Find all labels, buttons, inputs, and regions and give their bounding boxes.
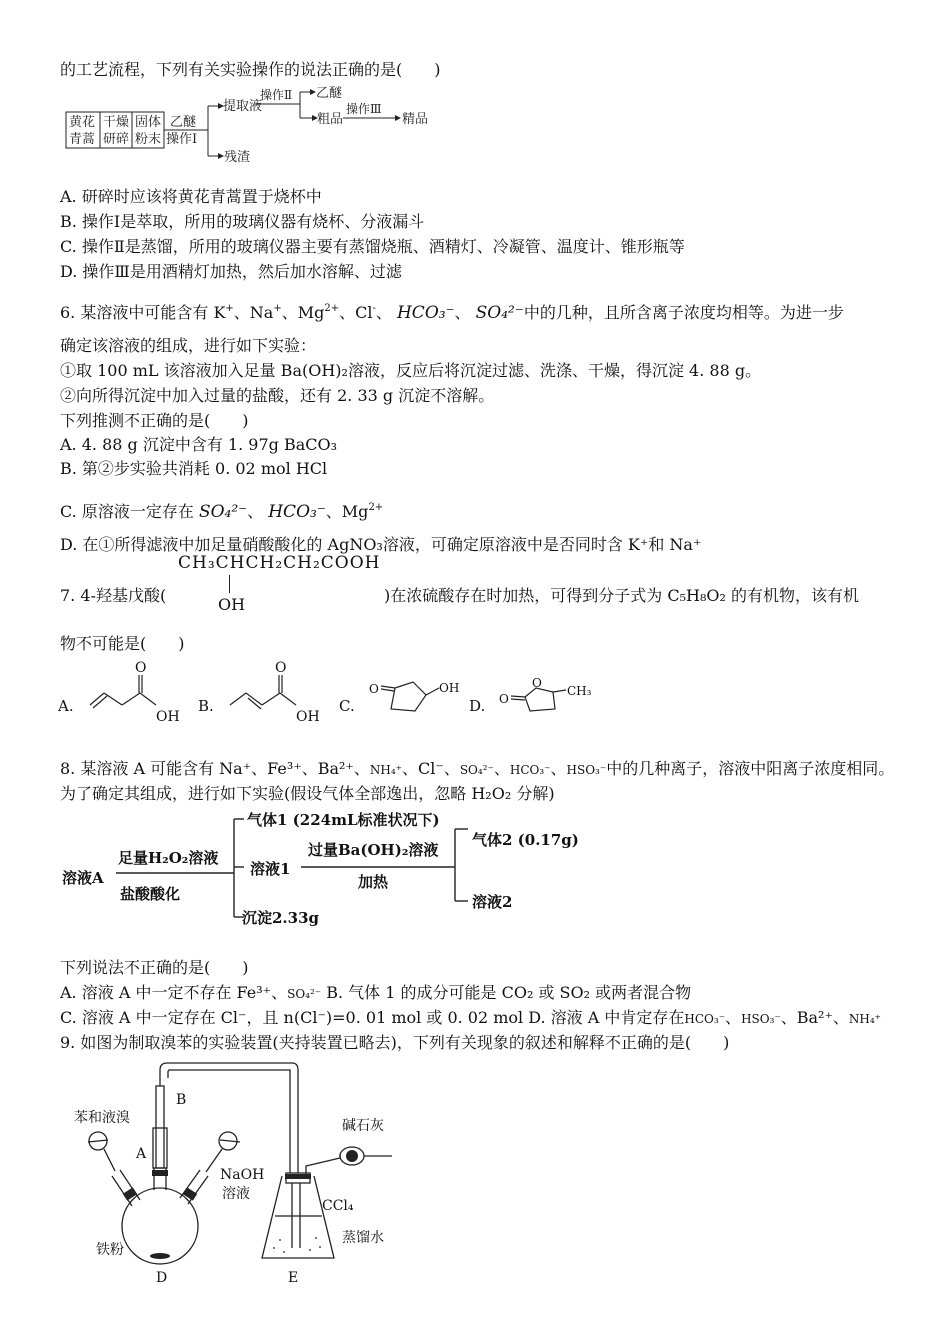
flow-fine: 精品 bbox=[402, 112, 429, 127]
q7-stem-post: )在浓硫酸存在时加热，可得到分子式为 C₅H₈O₂ 的有机物，该有机 bbox=[384, 586, 859, 605]
flow-box1-bottom: 青蒿 bbox=[69, 132, 96, 147]
q7-c-o: O bbox=[369, 682, 379, 696]
q7-label-d: D. bbox=[469, 697, 486, 715]
q7-formula-bond bbox=[229, 575, 230, 593]
flow-box3-top: 固体 bbox=[135, 115, 162, 130]
q7-label-b: B. bbox=[198, 697, 214, 715]
label-water: 蒸馏水 bbox=[342, 1230, 384, 1246]
q8-option-ab: A. 溶液 A 中一定不存在 Fe³⁺、SO₄²⁻ B. 气体 1 的成分可能是 CO₂ 或 SO₂ 或两者混合物 bbox=[60, 983, 692, 1002]
q7-b-oh: OH bbox=[296, 709, 320, 725]
q7-a-o: O bbox=[135, 660, 147, 676]
q8-sol-a: 溶液A bbox=[62, 869, 104, 887]
q7-b-o: O bbox=[275, 660, 287, 676]
q9-stem: 9. 如图为制取溴苯的实验装置(夹持装置已略去)，下列有关现象的叙述和解释不正确的是( ) bbox=[60, 1033, 730, 1052]
label-naoh2: 溶液 bbox=[222, 1186, 250, 1202]
q7-label-a: A. bbox=[58, 697, 74, 715]
flow-crude: 粗品 bbox=[317, 112, 344, 127]
q7-a-oh: OH bbox=[156, 709, 180, 725]
q5-option-d: D. 操作Ⅲ是用酒精灯加热，然后加水溶解、过滤 bbox=[60, 262, 402, 281]
q7-formula: CH₃CHCH₂CH₂COOH bbox=[178, 553, 381, 573]
so4-ion: SO₄²⁻ bbox=[475, 303, 524, 323]
q8-gas2: 气体2 (0.17g) bbox=[472, 831, 579, 849]
process-flow-diagram bbox=[60, 86, 440, 166]
q6-exp1: ①取 100 mL 该溶液加入足量 Ba(OH)₂溶液，反应后将沉淀过滤、洗涤、干燥，得沉淀 4. 88 g。 bbox=[60, 361, 762, 380]
q5-intro: 的工艺流程，下列有关实验操作的说法正确的是( ) bbox=[60, 60, 441, 79]
q8-reagent-bottom: 盐酸酸化 bbox=[120, 885, 181, 903]
q8-flow-diagram bbox=[58, 805, 658, 935]
q6-line2: 确定该溶液的组成，进行如下实验： bbox=[60, 336, 317, 355]
label-b: B bbox=[176, 1092, 187, 1108]
bromobenzene-apparatus bbox=[60, 1058, 420, 1288]
label-ccl4: CCl₄ bbox=[322, 1198, 354, 1214]
q5-option-c: C. 操作Ⅱ是蒸馏，所用的玻璃仪器主要有蒸馏烧瓶、酒精灯、冷凝管、温度计、锥形瓶等 bbox=[60, 237, 685, 256]
q7-formula-oh: OH bbox=[218, 595, 246, 614]
q7-c-oh: OH bbox=[439, 681, 460, 695]
q5-option-b: B. 操作Ⅰ是萃取，所用的玻璃仪器有烧杯、分液漏斗 bbox=[60, 212, 425, 231]
flow-op1-top: 乙醚 bbox=[170, 115, 197, 130]
flow-op3: 操作Ⅲ bbox=[346, 102, 382, 116]
flow-op1-bottom: 操作Ⅰ bbox=[166, 132, 198, 147]
q8-reagent2-bottom: 加热 bbox=[358, 873, 389, 891]
q6-option-b: B. 第②步实验共消耗 0. 02 mol HCl bbox=[60, 459, 328, 478]
label-iron: 铁粉 bbox=[96, 1242, 124, 1258]
flow-box2-bottom: 研碎 bbox=[103, 132, 130, 147]
q7-stem-pre: 7. 4-羟基戊酸( bbox=[60, 586, 167, 605]
q8-gas1: 气体1 (224mL标准状况下) bbox=[247, 811, 440, 829]
label-benzene: 苯和液溴 bbox=[74, 1110, 130, 1126]
q6-stem: 6. 某溶液中可能含有 K+、Na+、$Mg^{2+}$、Cl-、 HCO₃⁻、 SO₄²⁻中的几种，且所含离子浓度均相等。为进一步 bbox=[60, 303, 844, 323]
q7-line2: 物不可能是( ) bbox=[60, 634, 185, 653]
q6-exp2: ②向所得沉淀中加入过量的盐酸，还有 2. 33 g 沉淀不溶解。 bbox=[60, 386, 495, 405]
q6-option-c: C. 原溶液一定存在 SO₄²⁻、 HCO₃⁻、$Mg^{2+}$ bbox=[60, 502, 384, 522]
hco3-ion: HCO₃⁻ bbox=[396, 303, 455, 323]
q7-d-o1: O bbox=[499, 692, 509, 706]
flow-op2: 操作Ⅱ bbox=[260, 88, 293, 102]
q7-label-c: C. bbox=[339, 697, 355, 715]
label-soda-lime: 碱石灰 bbox=[342, 1118, 384, 1134]
flow-extract: 提取液 bbox=[223, 99, 263, 114]
q8-sol2: 溶液2 bbox=[472, 893, 513, 911]
q8-ask: 下列说法不正确的是( ) bbox=[60, 958, 249, 977]
label-a: A bbox=[136, 1146, 147, 1162]
q7-options-structures bbox=[56, 655, 616, 730]
flow-box1-top: 黄花 bbox=[69, 115, 96, 130]
flow-box3-bottom: 粉末 bbox=[135, 132, 162, 147]
q8-sol1: 溶液1 bbox=[250, 860, 291, 878]
q6-ask: 下列推测不正确的是( ) bbox=[60, 411, 249, 430]
q8-reagent-top: 足量H₂O₂溶液 bbox=[118, 849, 219, 867]
q5-option-a: A. 研碎时应该将黄花青蒿置于烧杯中 bbox=[60, 187, 322, 206]
label-naoh1: NaOH bbox=[220, 1167, 265, 1183]
q8-option-cd: C. 溶液 A 中一定存在 Cl⁻，且 n(Cl⁻)=0. 01 mol 或 0. 02 mol D. 溶液 A 中肯定存在HCO₃⁻、HSO₃⁻、Ba²⁺、NH₄⁺ bbox=[60, 1008, 882, 1027]
q8-stem: 8. 某溶液 A 可能含有 Na⁺、Fe³⁺、Ba²⁺、NH₄⁺、Cl⁻、SO₄²⁻、HCO₃⁻、HSO₃⁻中的几种离子，溶液中阳离子浓度相同。 bbox=[60, 759, 895, 778]
q6-option-a: A. 4. 88 g 沉淀中含有 1. 97g BaCO₃ bbox=[60, 435, 338, 454]
q8-reagent2-top: 过量Ba(OH)₂溶液 bbox=[308, 841, 439, 859]
flow-box2-top: 干燥 bbox=[103, 115, 130, 130]
q6-option-d: D. 在①所得滤液中加足量硝酸酸化的 AgNO₃溶液，可确定原溶液中是否同时含 K⁺和 Na⁺ bbox=[60, 535, 702, 554]
q7-d-ch3: CH₃ bbox=[567, 684, 592, 698]
flow-residue: 残渣 bbox=[224, 150, 251, 165]
q8-precip: 沉淀2.33g bbox=[242, 909, 320, 927]
label-e: E bbox=[288, 1270, 299, 1286]
flow-ether: 乙醚 bbox=[316, 86, 343, 101]
q8-line2: 为了确定其组成，进行如下实验(假设气体全部逸出，忽略 H₂O₂ 分解) bbox=[60, 784, 555, 803]
q7-d-o2: O bbox=[532, 676, 542, 690]
label-d: D bbox=[156, 1270, 168, 1286]
